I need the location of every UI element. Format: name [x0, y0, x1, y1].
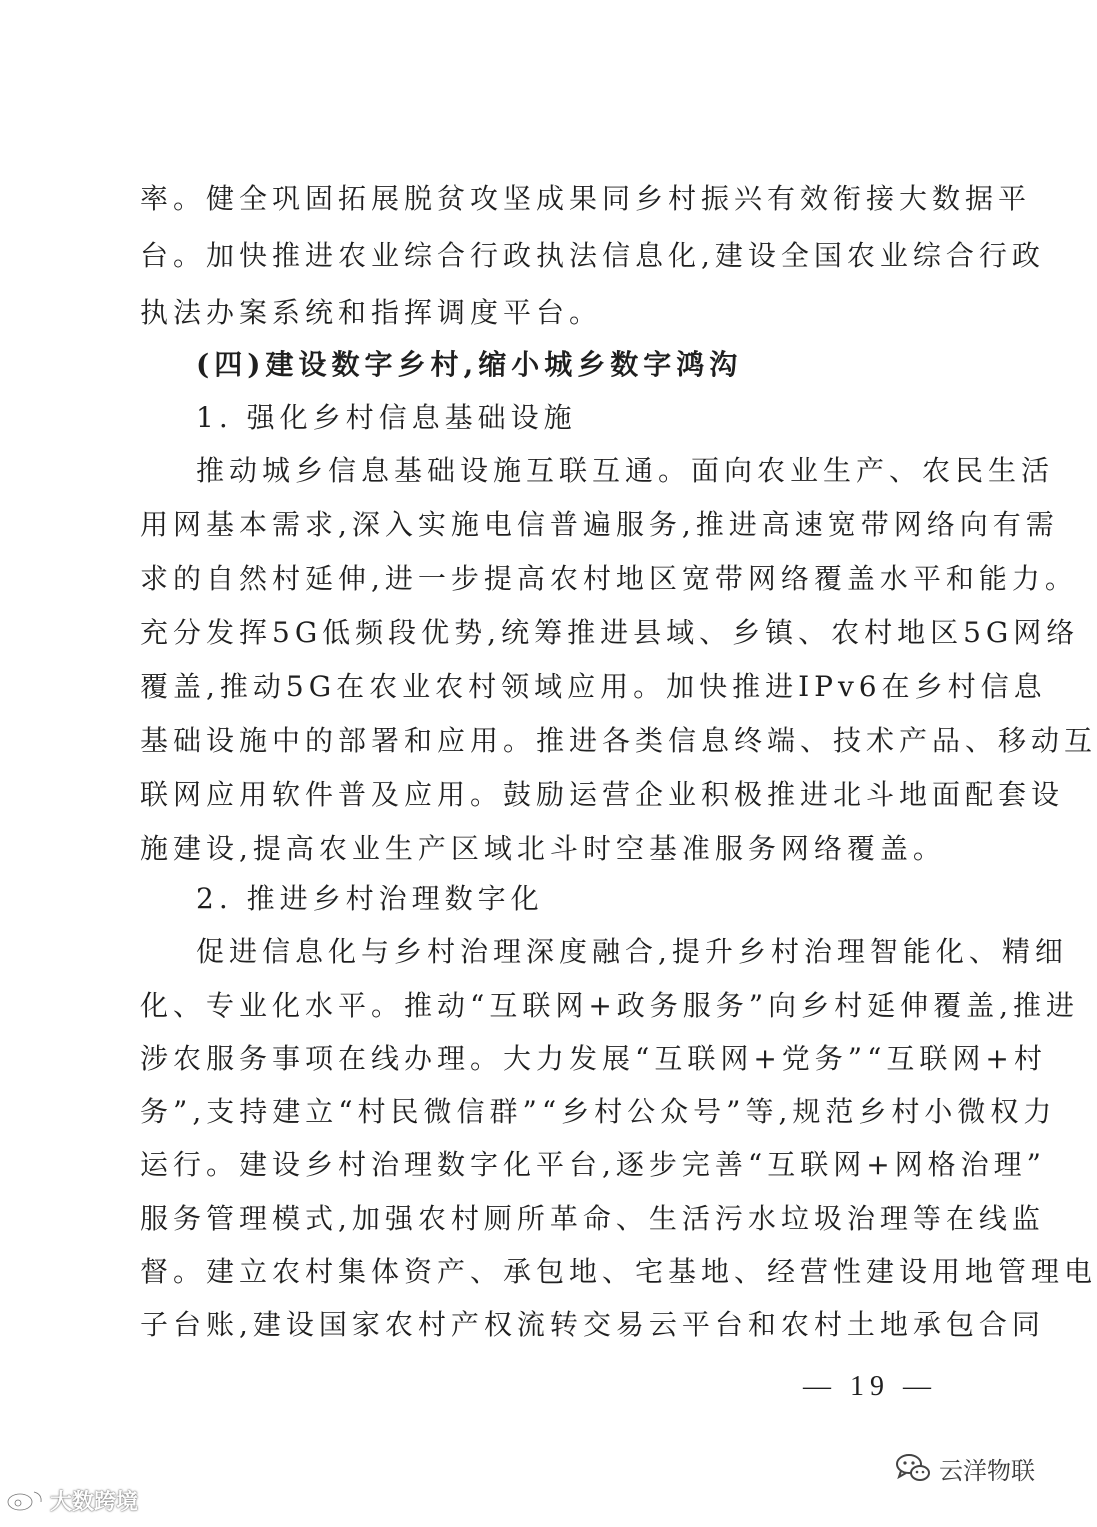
watermark-right — [895, 1446, 1035, 1490]
watermark-left-text: 大数跨境 — [50, 1489, 139, 1515]
body-text-line: 求的自然村延伸,进一步提高农村地区宽带网络覆盖水平和能力。 — [140, 562, 1078, 595]
body-text-line: 用网基本需求,深入实施电信普遍服务,推进高速宽带网络向有需 — [140, 508, 1059, 541]
body-text-line: 台。加快推进农业综合行政执法信息化,建设全国农业综合行政 — [140, 239, 1045, 272]
section-heading: (四)建设数字乡村,缩小城乡数字鸿沟 — [196, 348, 743, 381]
page-number: — 19 — — [803, 1371, 937, 1402]
watermark-left — [6, 1480, 138, 1520]
body-text-line: 子台账,建设国家农村产权流转交易云平台和农村土地承包合同 — [140, 1308, 1045, 1341]
watermark-right-text: 云洋物联 — [939, 1456, 1035, 1485]
subsection-heading: 2. 推进乡村治理数字化 — [196, 882, 544, 915]
body-text-line: 率。健全巩固拓展脱贫攻坚成果同乡村振兴有效衔接大数据平 — [140, 182, 1032, 215]
body-text-line: 推动城乡信息基础设施互联互通。面向农业生产、农民生活 — [196, 454, 1055, 487]
weibo-icon — [6, 1488, 46, 1512]
body-text-line: 督。建立农村集体资产、承包地、宅基地、经营性建设用地管理电 — [140, 1255, 1097, 1288]
body-text-line: 联网应用软件普及应用。鼓励运营企业积极推进北斗地面配套设 — [140, 778, 1065, 811]
body-text-line: 化、专业化水平。推动“互联网+政务服务”向乡村延伸覆盖,推进 — [140, 989, 1079, 1022]
wechat-icon — [895, 1452, 931, 1484]
body-text-line: 执法办案系统和指挥调度平台。 — [140, 296, 603, 329]
body-text-line: 促进信息化与乡村治理深度融合,提升乡村治理智能化、精细 — [196, 935, 1068, 968]
subsection-heading: 1. 强化乡村信息基础设施 — [196, 401, 577, 434]
body-text-line: 施建设,提高农业生产区域北斗时空基准服务网络覆盖。 — [140, 832, 946, 865]
body-text-line: 覆盖,推动5G在农业农村领域应用。加快推进IPv6在乡村信息 — [140, 670, 1047, 703]
body-text-line: 运行。建设乡村治理数字化平台,逐步完善“互联网+网格治理” — [140, 1148, 1046, 1181]
body-text-line: 服务管理模式,加强农村厕所革命、生活污水垃圾治理等在线监 — [140, 1202, 1045, 1235]
body-text-line: 充分发挥5G低频段优势,统筹推进县域、乡镇、农村地区5G网络 — [140, 616, 1080, 649]
body-text-line: 务”,支持建立“村民微信群”“乡村公众号”等,规范乡村小微权力 — [140, 1095, 1057, 1128]
body-text-line: 涉农服务事项在线办理。大力发展“互联网+党务”“互联网+村 — [140, 1042, 1047, 1075]
body-text-line: 基础设施中的部署和应用。推进各类信息终端、技术产品、移动互 — [140, 724, 1097, 757]
